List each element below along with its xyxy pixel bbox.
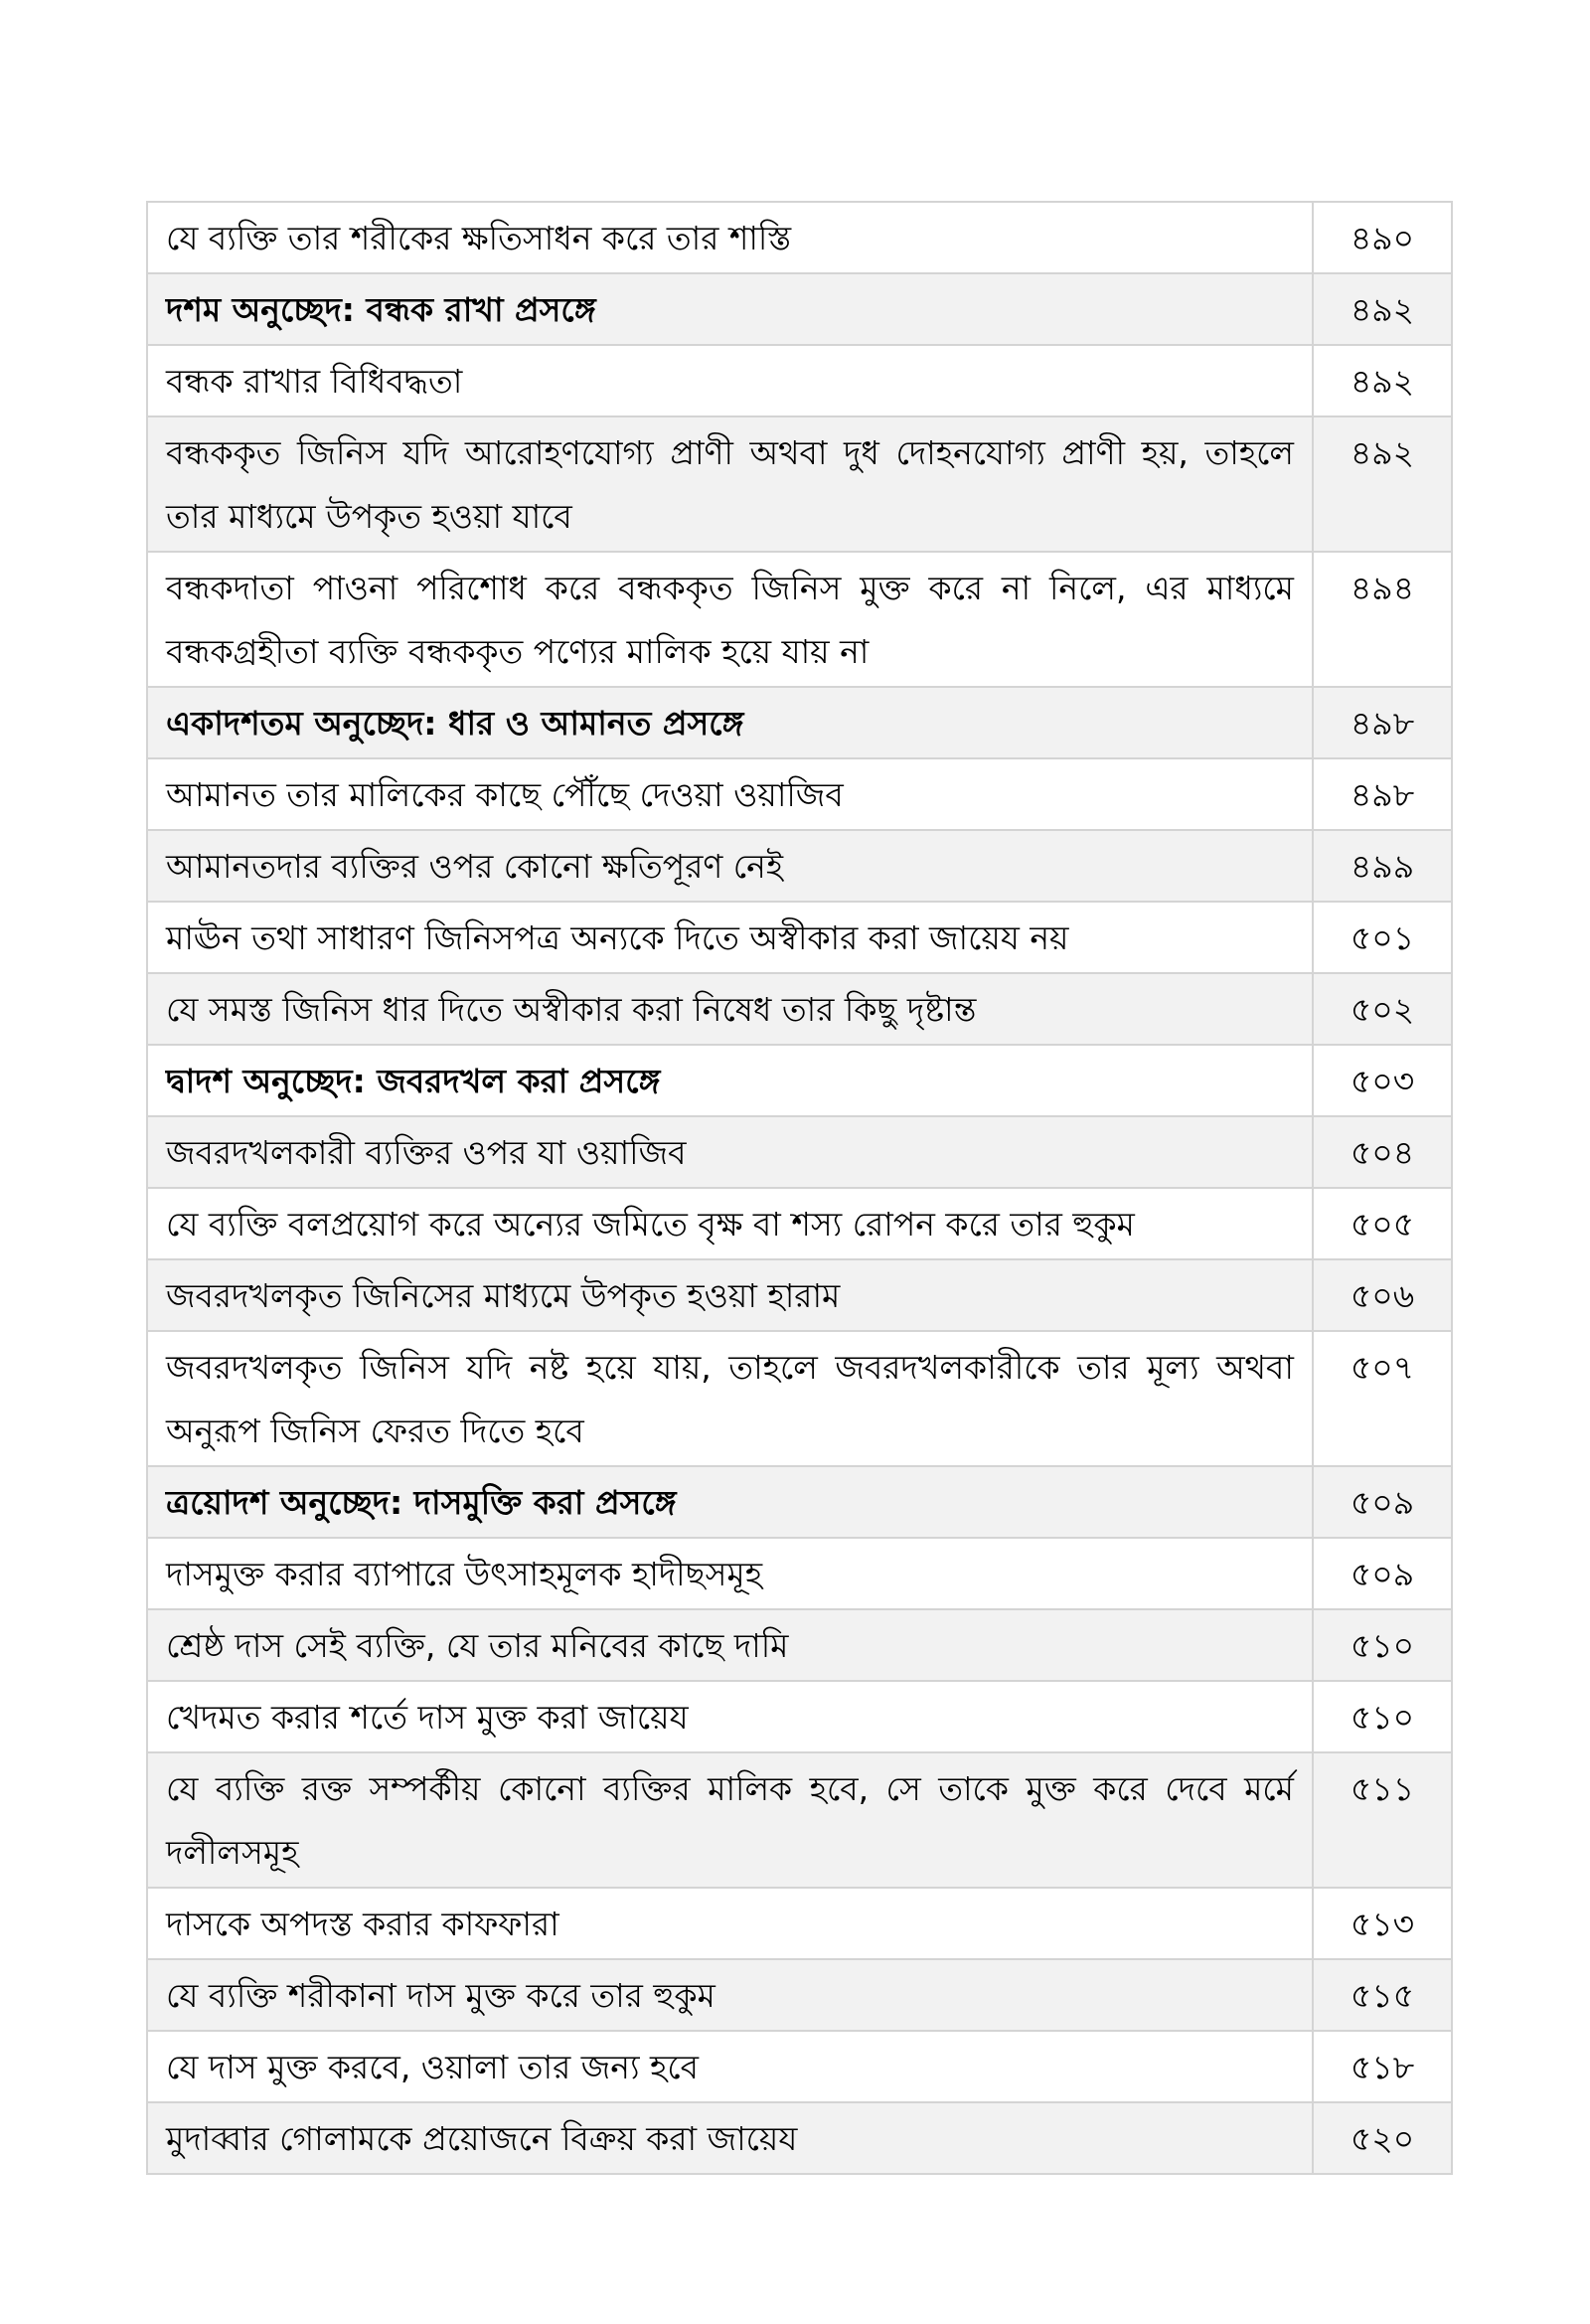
page-number: ৪৯৮ <box>1313 758 1452 830</box>
page-number: ৪৯৮ <box>1313 687 1452 758</box>
toc-entry-row <box>147 902 1452 973</box>
entry-title: শ্রেষ্ঠ দাস সেই ব্যক্তি, যে তার মনিবের কাছে দামি <box>147 1609 1313 1681</box>
toc-entry-row <box>147 202 1452 273</box>
entry-title: বন্ধকদাতা পাওনা পরিশোধ করে বন্ধককৃত জিনিস মুক্ত করে না নিলে, এর মাধ্যমে বন্ধকগ্রহীতা ব্যক্তি বন্ধককৃত পণ্যের মালিক হয়ে যায় না <box>147 552 1313 687</box>
toc-entry-row <box>147 1538 1452 1609</box>
toc-entry-row <box>147 1331 1452 1466</box>
page-number: ৫০৫ <box>1313 1188 1452 1259</box>
entry-title: বন্ধককৃত জিনিস যদি আরোহণযোগ্য প্রাণী অথবা দুধ দোহনযোগ্য প্রাণী হয়, তাহলে তার মাধ্যমে উপকৃত হওয়া যাবে <box>147 416 1313 552</box>
page-number: ৫০১ <box>1313 902 1452 973</box>
entry-title: মাঊন তথা সাধারণ জিনিসপত্র অন্যকে দিতে অস্বীকার করা জায়েয নয় <box>147 902 1313 973</box>
section-heading: ত্রয়োদশ অনুচ্ছেদ: দাসমুক্তি করা প্রসঙ্গে <box>147 1466 1313 1538</box>
page-number: ৫১১ <box>1313 1752 1452 1888</box>
entry-title: জবরদখলকৃত জিনিসের মাধ্যমে উপকৃত হওয়া হারাম <box>147 1259 1313 1331</box>
toc-entry-row <box>147 1609 1452 1681</box>
entry-title: দাসমুক্ত করার ব্যাপারে উৎসাহমূলক হাদীছসমূহ <box>147 1538 1313 1609</box>
entry-title: খেদমত করার শর্তে দাস মুক্ত করা জায়েয <box>147 1681 1313 1752</box>
toc-body <box>147 202 1452 2174</box>
toc-section-heading-row <box>147 1466 1452 1538</box>
entry-title: দাসকে অপদস্ত করার কাফফারা <box>147 1888 1313 1959</box>
toc-entry-row <box>147 552 1452 687</box>
toc-entry-row <box>147 1888 1452 1959</box>
toc-section-heading-row <box>147 273 1452 345</box>
page-number: ৫১০ <box>1313 1681 1452 1752</box>
entry-title: যে দাস মুক্ত করবে, ওয়ালা তার জন্য হবে <box>147 2031 1313 2102</box>
page-number: ৪৯২ <box>1313 273 1452 345</box>
page-number: ৫২০ <box>1313 2102 1452 2174</box>
toc-entry-row <box>147 1752 1452 1888</box>
entry-title: মুদাব্বার গোলামকে প্রয়োজনে বিক্রয় করা জায়েয <box>147 2102 1313 2174</box>
page-number: ৪৯৪ <box>1313 552 1452 687</box>
toc-entry-row <box>147 1681 1452 1752</box>
section-heading: দশম অনুচ্ছেদ: বন্ধক রাখা প্রসঙ্গে <box>147 273 1313 345</box>
toc-entry-row <box>147 830 1452 902</box>
toc-entry-row <box>147 1116 1452 1188</box>
page-number: ৫০৯ <box>1313 1466 1452 1538</box>
entry-title: আমানত তার মালিকের কাছে পৌঁছে দেওয়া ওয়াজিব <box>147 758 1313 830</box>
toc-entry-row <box>147 1959 1452 2031</box>
table-of-contents <box>146 201 1453 2175</box>
page-number: ৫০৯ <box>1313 1538 1452 1609</box>
page-number: ৫০৬ <box>1313 1259 1452 1331</box>
entry-title: বন্ধক রাখার বিধিবদ্ধতা <box>147 345 1313 416</box>
page-number: ৫১৫ <box>1313 1959 1452 2031</box>
page-number: ৫০৪ <box>1313 1116 1452 1188</box>
page-number: ৪৯৯ <box>1313 830 1452 902</box>
entry-title: জবরদখলকৃত জিনিস যদি নষ্ট হয়ে যায়, তাহলে জবরদখলকারীকে তার মূল্য অথবা অনুরূপ জিনিস ফেরত দিতে হবে <box>147 1331 1313 1466</box>
toc-section-heading-row <box>147 687 1452 758</box>
entry-title: যে ব্যক্তি তার শরীকের ক্ষতিসাধন করে তার শাস্তি <box>147 202 1313 273</box>
toc-entry-row <box>147 416 1452 552</box>
toc-entry-row <box>147 345 1452 416</box>
entry-title: যে ব্যক্তি রক্ত সম্পর্কীয় কোনো ব্যক্তির মালিক হবে, সে তাকে মুক্ত করে দেবে মর্মে দলীলসমূহ <box>147 1752 1313 1888</box>
section-heading: একাদশতম অনুচ্ছেদ: ধার ও আমানত প্রসঙ্গে <box>147 687 1313 758</box>
page-number: ৫১০ <box>1313 1609 1452 1681</box>
page-number: ৫১৩ <box>1313 1888 1452 1959</box>
toc-entry-row <box>147 758 1452 830</box>
toc-entry-row <box>147 1259 1452 1331</box>
toc-entry-row <box>147 1188 1452 1259</box>
toc-entry-row <box>147 2102 1452 2174</box>
page-number: ৫০২ <box>1313 973 1452 1045</box>
entry-title: যে সমস্ত জিনিস ধার দিতে অস্বীকার করা নিষেধ তার কিছু দৃষ্টান্ত <box>147 973 1313 1045</box>
entry-title: যে ব্যক্তি বলপ্রয়োগ করে অন্যের জমিতে বৃক্ষ বা শস্য রোপন করে তার হুকুম <box>147 1188 1313 1259</box>
section-heading: দ্বাদশ অনুচ্ছেদ: জবরদখল করা প্রসঙ্গে <box>147 1045 1313 1116</box>
page-number: ৫০৩ <box>1313 1045 1452 1116</box>
page-number: ৪৯০ <box>1313 202 1452 273</box>
toc-entry-row <box>147 2031 1452 2102</box>
entry-title: যে ব্যক্তি শরীকানা দাস মুক্ত করে তার হুকুম <box>147 1959 1313 2031</box>
page-number: ৫১৮ <box>1313 2031 1452 2102</box>
page-number: ৪৯২ <box>1313 345 1452 416</box>
page-number: ৪৯২ <box>1313 416 1452 552</box>
page-number: ৫০৭ <box>1313 1331 1452 1466</box>
entry-title: জবরদখলকারী ব্যক্তির ওপর যা ওয়াজিব <box>147 1116 1313 1188</box>
entry-title: আমানতদার ব্যক্তির ওপর কোনো ক্ষতিপূরণ নেই <box>147 830 1313 902</box>
toc-section-heading-row <box>147 1045 1452 1116</box>
toc-entry-row <box>147 973 1452 1045</box>
